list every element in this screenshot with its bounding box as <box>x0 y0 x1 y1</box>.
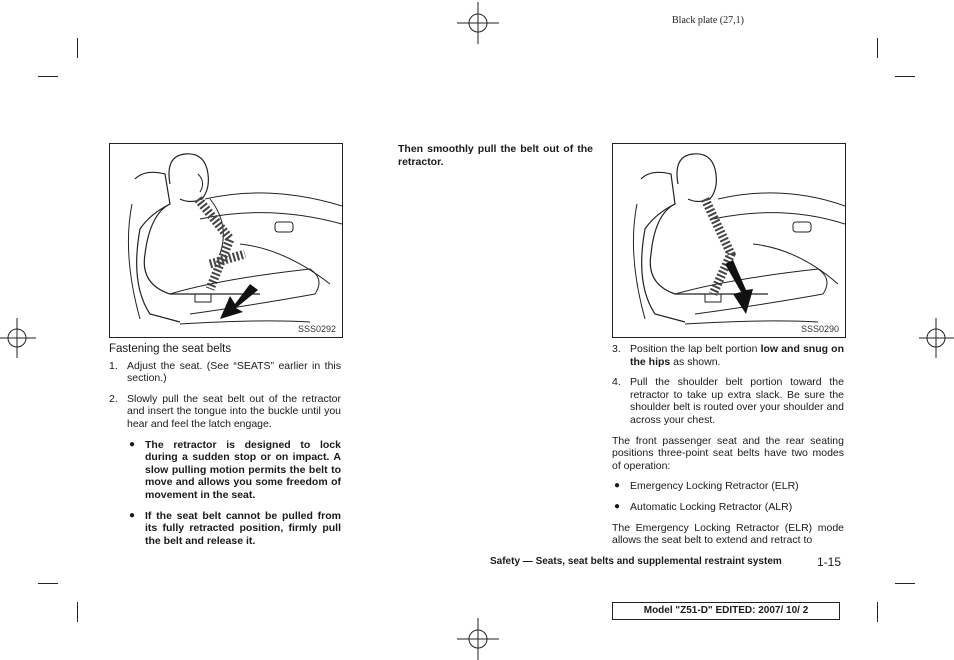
section-footer <box>490 556 782 567</box>
step-3 <box>612 343 844 368</box>
woman-pulling-belt-illustration <box>110 144 342 337</box>
bullet-text: The retractor is designed to lock during a sudden stop or on impact. A slow pulling motion permits the belt to move and allows you some freedom of movement in the seat. <box>145 438 341 501</box>
seat-belt-figure-left <box>109 143 343 338</box>
section-heading: Fastening the seat belts <box>109 343 232 355</box>
bullet-icon: ● <box>614 500 621 512</box>
step-4 <box>612 376 844 426</box>
bullet-text: If the seat belt cannot be pulled from its fully retracted position, firmly pull the belt and release it. <box>145 509 341 547</box>
bullet-icon: ● <box>129 509 136 521</box>
registration-mark-top <box>457 2 499 44</box>
step-text: Adjust the seat. (See “SEATS” earlier in this section.) <box>127 359 341 385</box>
step-number: 4. <box>612 376 621 389</box>
crop-mark <box>77 38 78 58</box>
step-number: 1. <box>109 359 118 372</box>
bullet-icon: ● <box>129 438 136 450</box>
step-text-post: as shown. <box>670 355 721 368</box>
step-text-pre: Position the lap belt portion <box>630 343 761 355</box>
registration-mark-right <box>916 318 954 358</box>
mode-text: Automatic Locking Retractor (ALR) <box>630 500 793 513</box>
seat-belt-figure-right <box>612 143 846 338</box>
left-text-column <box>109 343 341 547</box>
crop-mark <box>895 76 915 77</box>
crop-mark <box>877 38 878 58</box>
figure-code: SSS0290 <box>800 324 839 334</box>
page-number: 1-15 <box>817 555 842 569</box>
section-title: Safety — Seats, seat belts and supplemental restraint system <box>490 556 782 567</box>
step-number: 3. <box>612 343 621 355</box>
mode-item <box>612 501 844 514</box>
step-number: 2. <box>109 392 118 405</box>
paragraph: The front passenger seat and the rear seating positions three-point seat belts have two modes of operation: <box>612 434 844 472</box>
mode-item <box>612 480 844 493</box>
step-text-bold: low and snug on the hips <box>630 343 844 368</box>
registration-mark-bottom <box>457 618 499 660</box>
bullet-icon: ● <box>614 480 621 492</box>
step-text: Pull the shoulder belt portion toward the retractor to take up extra slack. Be sure the shoulder belt is routed over your shoulder and across your chest. <box>630 376 844 426</box>
bullet-item <box>127 510 341 548</box>
crop-mark <box>38 76 58 77</box>
figure-code: SSS0292 <box>297 324 336 334</box>
paragraph: The Emergency Locking Retractor (ELR) mode allows the seat belt to extend and retract to <box>612 521 844 547</box>
crop-mark <box>38 583 58 584</box>
step-2 <box>109 393 341 431</box>
step-text: Slowly pull the seat belt out of the retractor and insert the tongue into the buckle until you hear and feel the latch engage. <box>127 392 341 430</box>
woman-positioning-belt-illustration <box>613 144 845 337</box>
model-edited-box: Model "Z51-D" EDITED: 2007/ 10/ 2 <box>612 602 840 620</box>
plate-label: Black plate (27,1) <box>672 15 744 26</box>
mode-text: Emergency Locking Retractor (ELR) <box>630 480 799 493</box>
crop-mark <box>877 602 878 622</box>
right-text-column <box>612 343 844 547</box>
crop-mark <box>77 602 78 622</box>
step-1 <box>109 360 341 385</box>
middle-text: Then smoothly pull the belt out of the retractor. <box>398 143 593 168</box>
registration-mark-left <box>0 318 40 358</box>
bullet-item <box>127 439 341 502</box>
crop-mark <box>895 583 915 584</box>
